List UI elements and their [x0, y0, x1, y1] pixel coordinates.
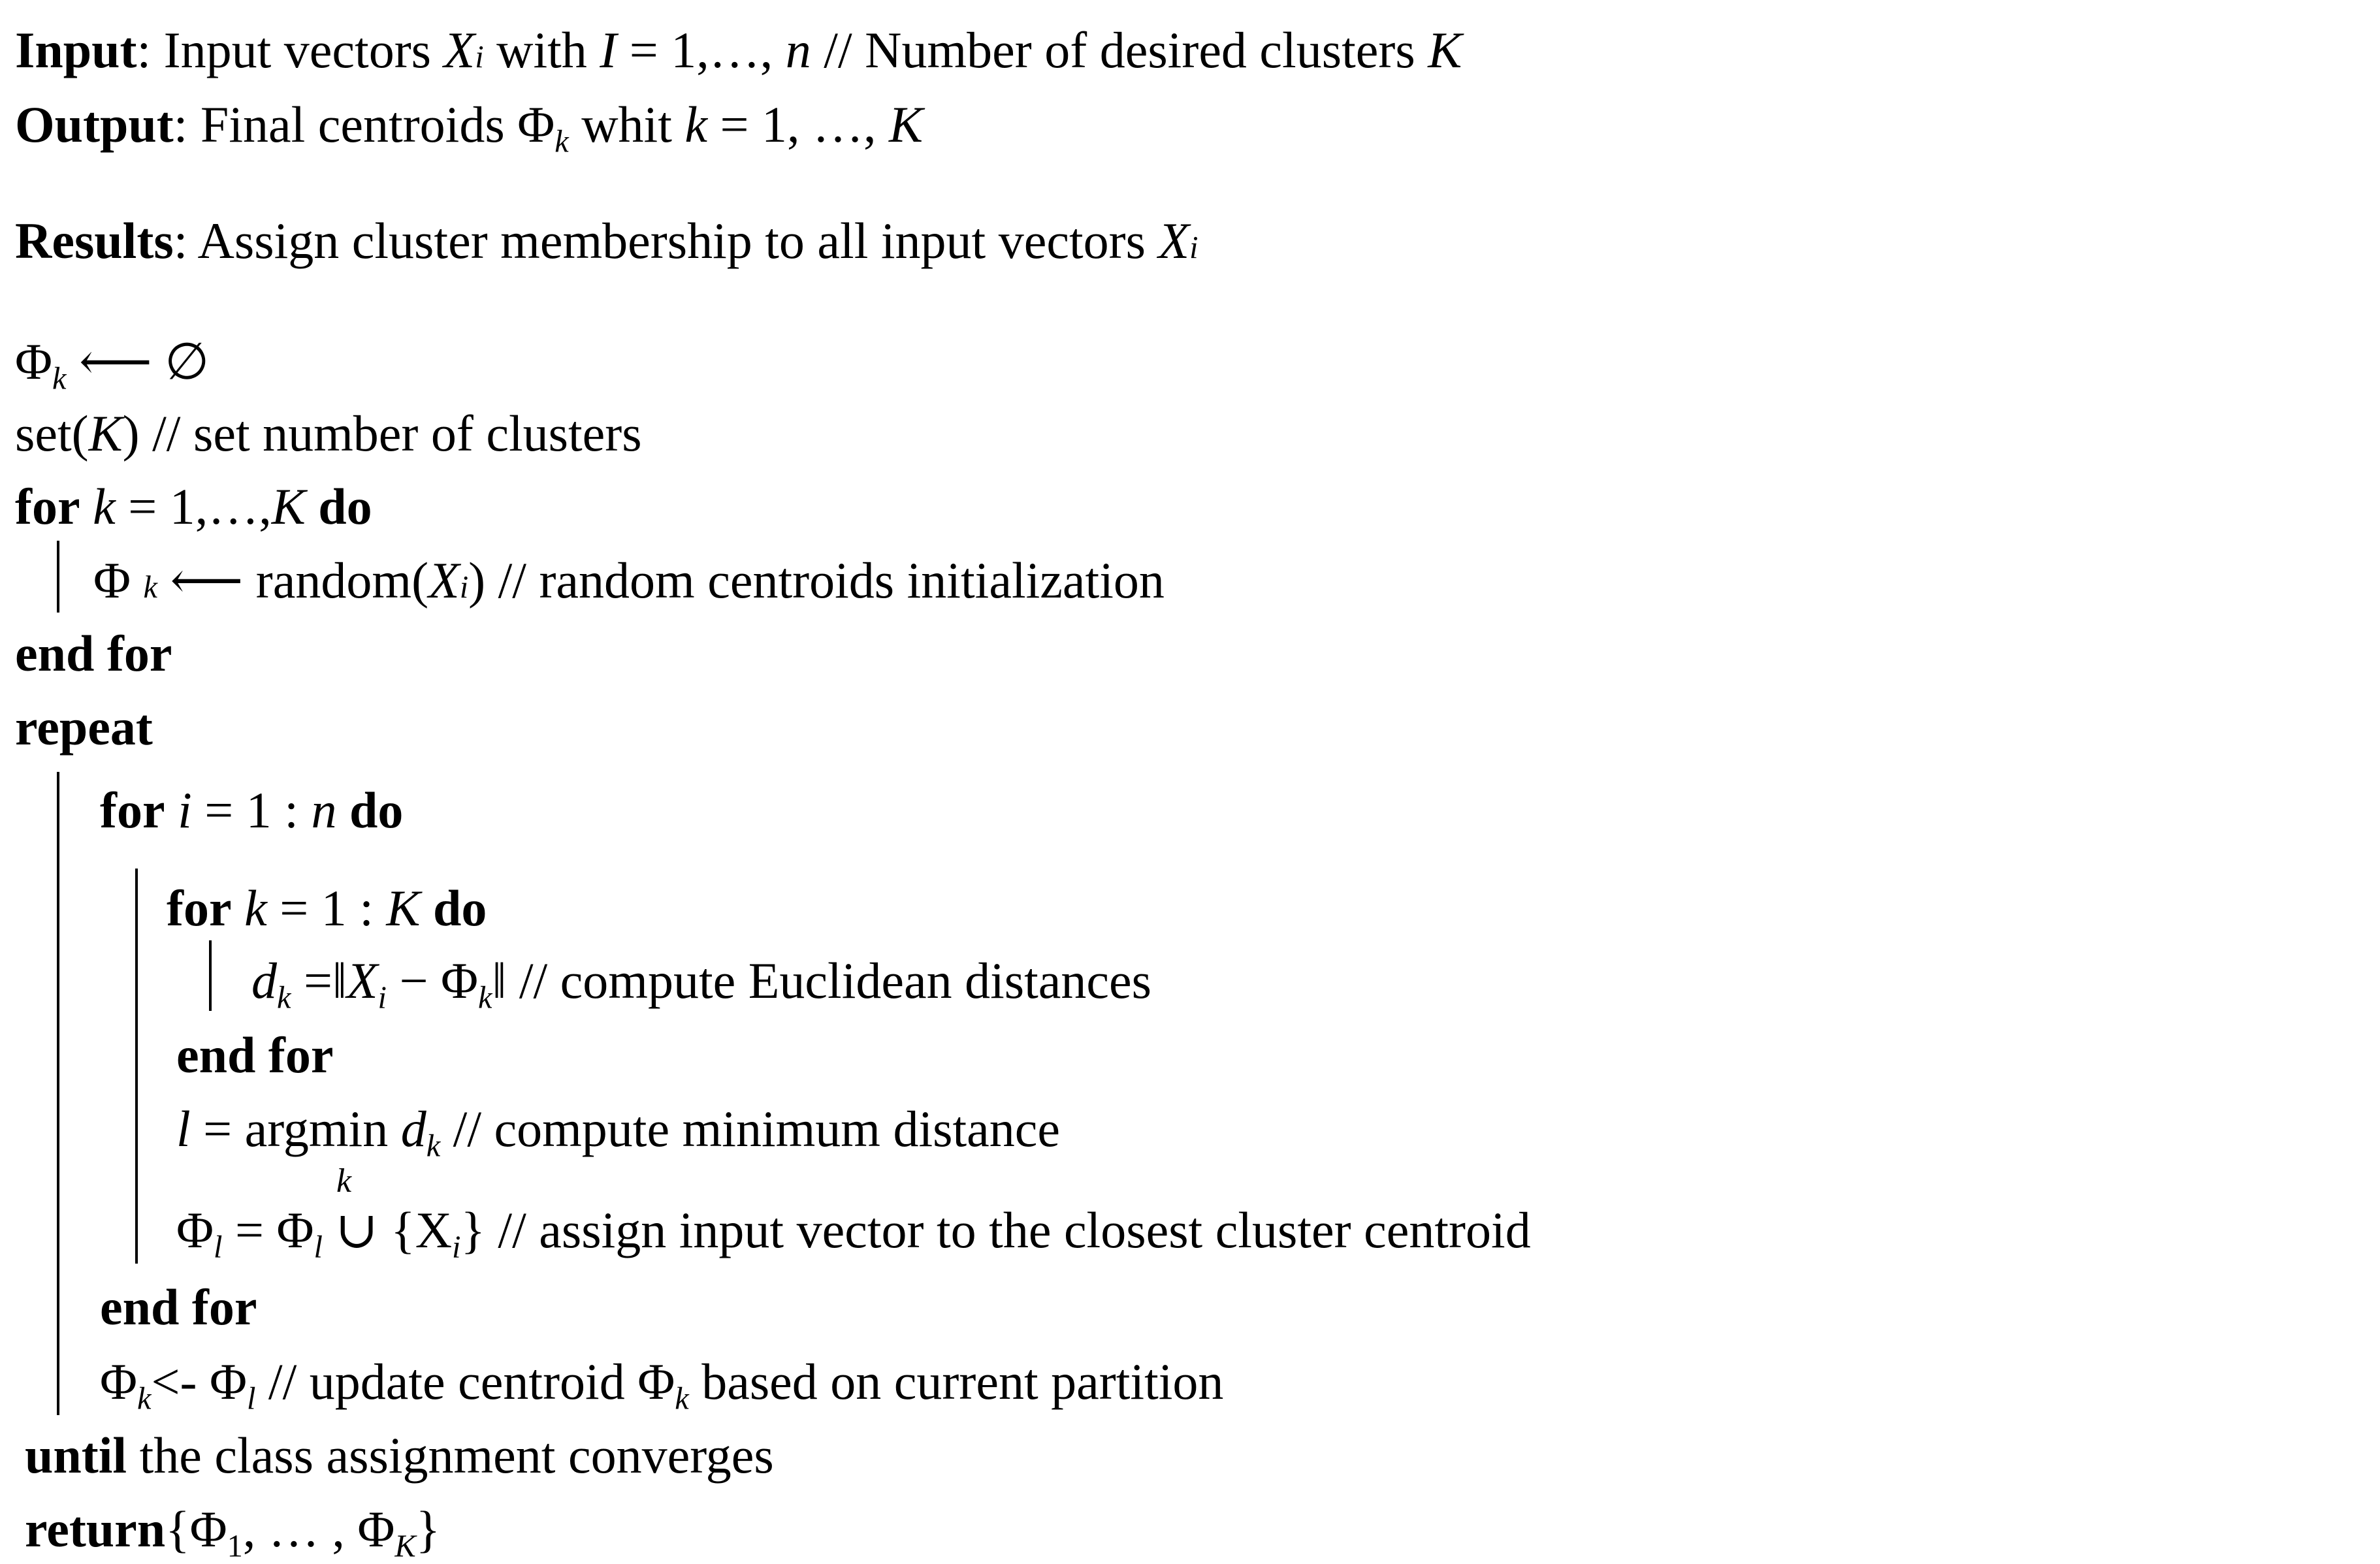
line-for-k-dist: for k = 1 : K do [167, 880, 487, 936]
block-bar-for-k-dist [209, 940, 212, 1011]
block-bar-repeat [57, 772, 59, 1415]
line-for-k-init: for k = 1,…,K do [15, 478, 372, 535]
block-bar-for-i [135, 869, 138, 1264]
line-init-empty: $\Phi_k$ ⟵ ∅ [15, 333, 210, 396]
output-line: Output: Final centroids $\Phi_k$ whit k = 1, …, K [15, 96, 924, 159]
line-end-for-init: end for [15, 625, 172, 682]
argmin-subscript: k [336, 1162, 352, 1200]
line-assign: $\Phi_l = \Phi_l$ ∪ $\{X_i\}$ // assign input vector to the closest cluster centroid [176, 1202, 1531, 1265]
results-line: Results: Assign cluster membership to all input vectors Xi [15, 212, 1198, 269]
output-keyword: Output [15, 96, 174, 153]
line-random-init: Φ k ⟵ random(Xi) // random centroids initialization [93, 552, 1165, 609]
line-repeat: repeat [15, 699, 153, 756]
block-bar-init [57, 541, 59, 613]
line-distance: $d_k$ $=‖X_i$ − $\Phi_k‖$ // compute Euclidean distances [251, 952, 1152, 1015]
line-until: until the class assignment converges [25, 1427, 774, 1484]
line-for-i: for i = 1 : n do [100, 782, 404, 838]
line-update: $\Phi_k<-$ $\Phi_l$ // update centroid $\Phi_k$ based on current partition [100, 1353, 1224, 1416]
line-end-for-i: end for [100, 1279, 257, 1335]
input-keyword: Input [15, 22, 137, 78]
line-argmin: l = argmin $d_k$ // compute minimum distance [176, 1100, 1061, 1164]
line-return: $return\{\Phi_1$, … , $\Phi_K$} [25, 1501, 441, 1564]
results-keyword: Results [15, 212, 174, 269]
input-line: Input: Input vectors Xi with I = 1,…, n // Number of desired clusters K [15, 22, 1462, 78]
line-set-k: set(K) // set number of clusters [15, 405, 642, 462]
line-end-for-k: end for [176, 1027, 334, 1083]
